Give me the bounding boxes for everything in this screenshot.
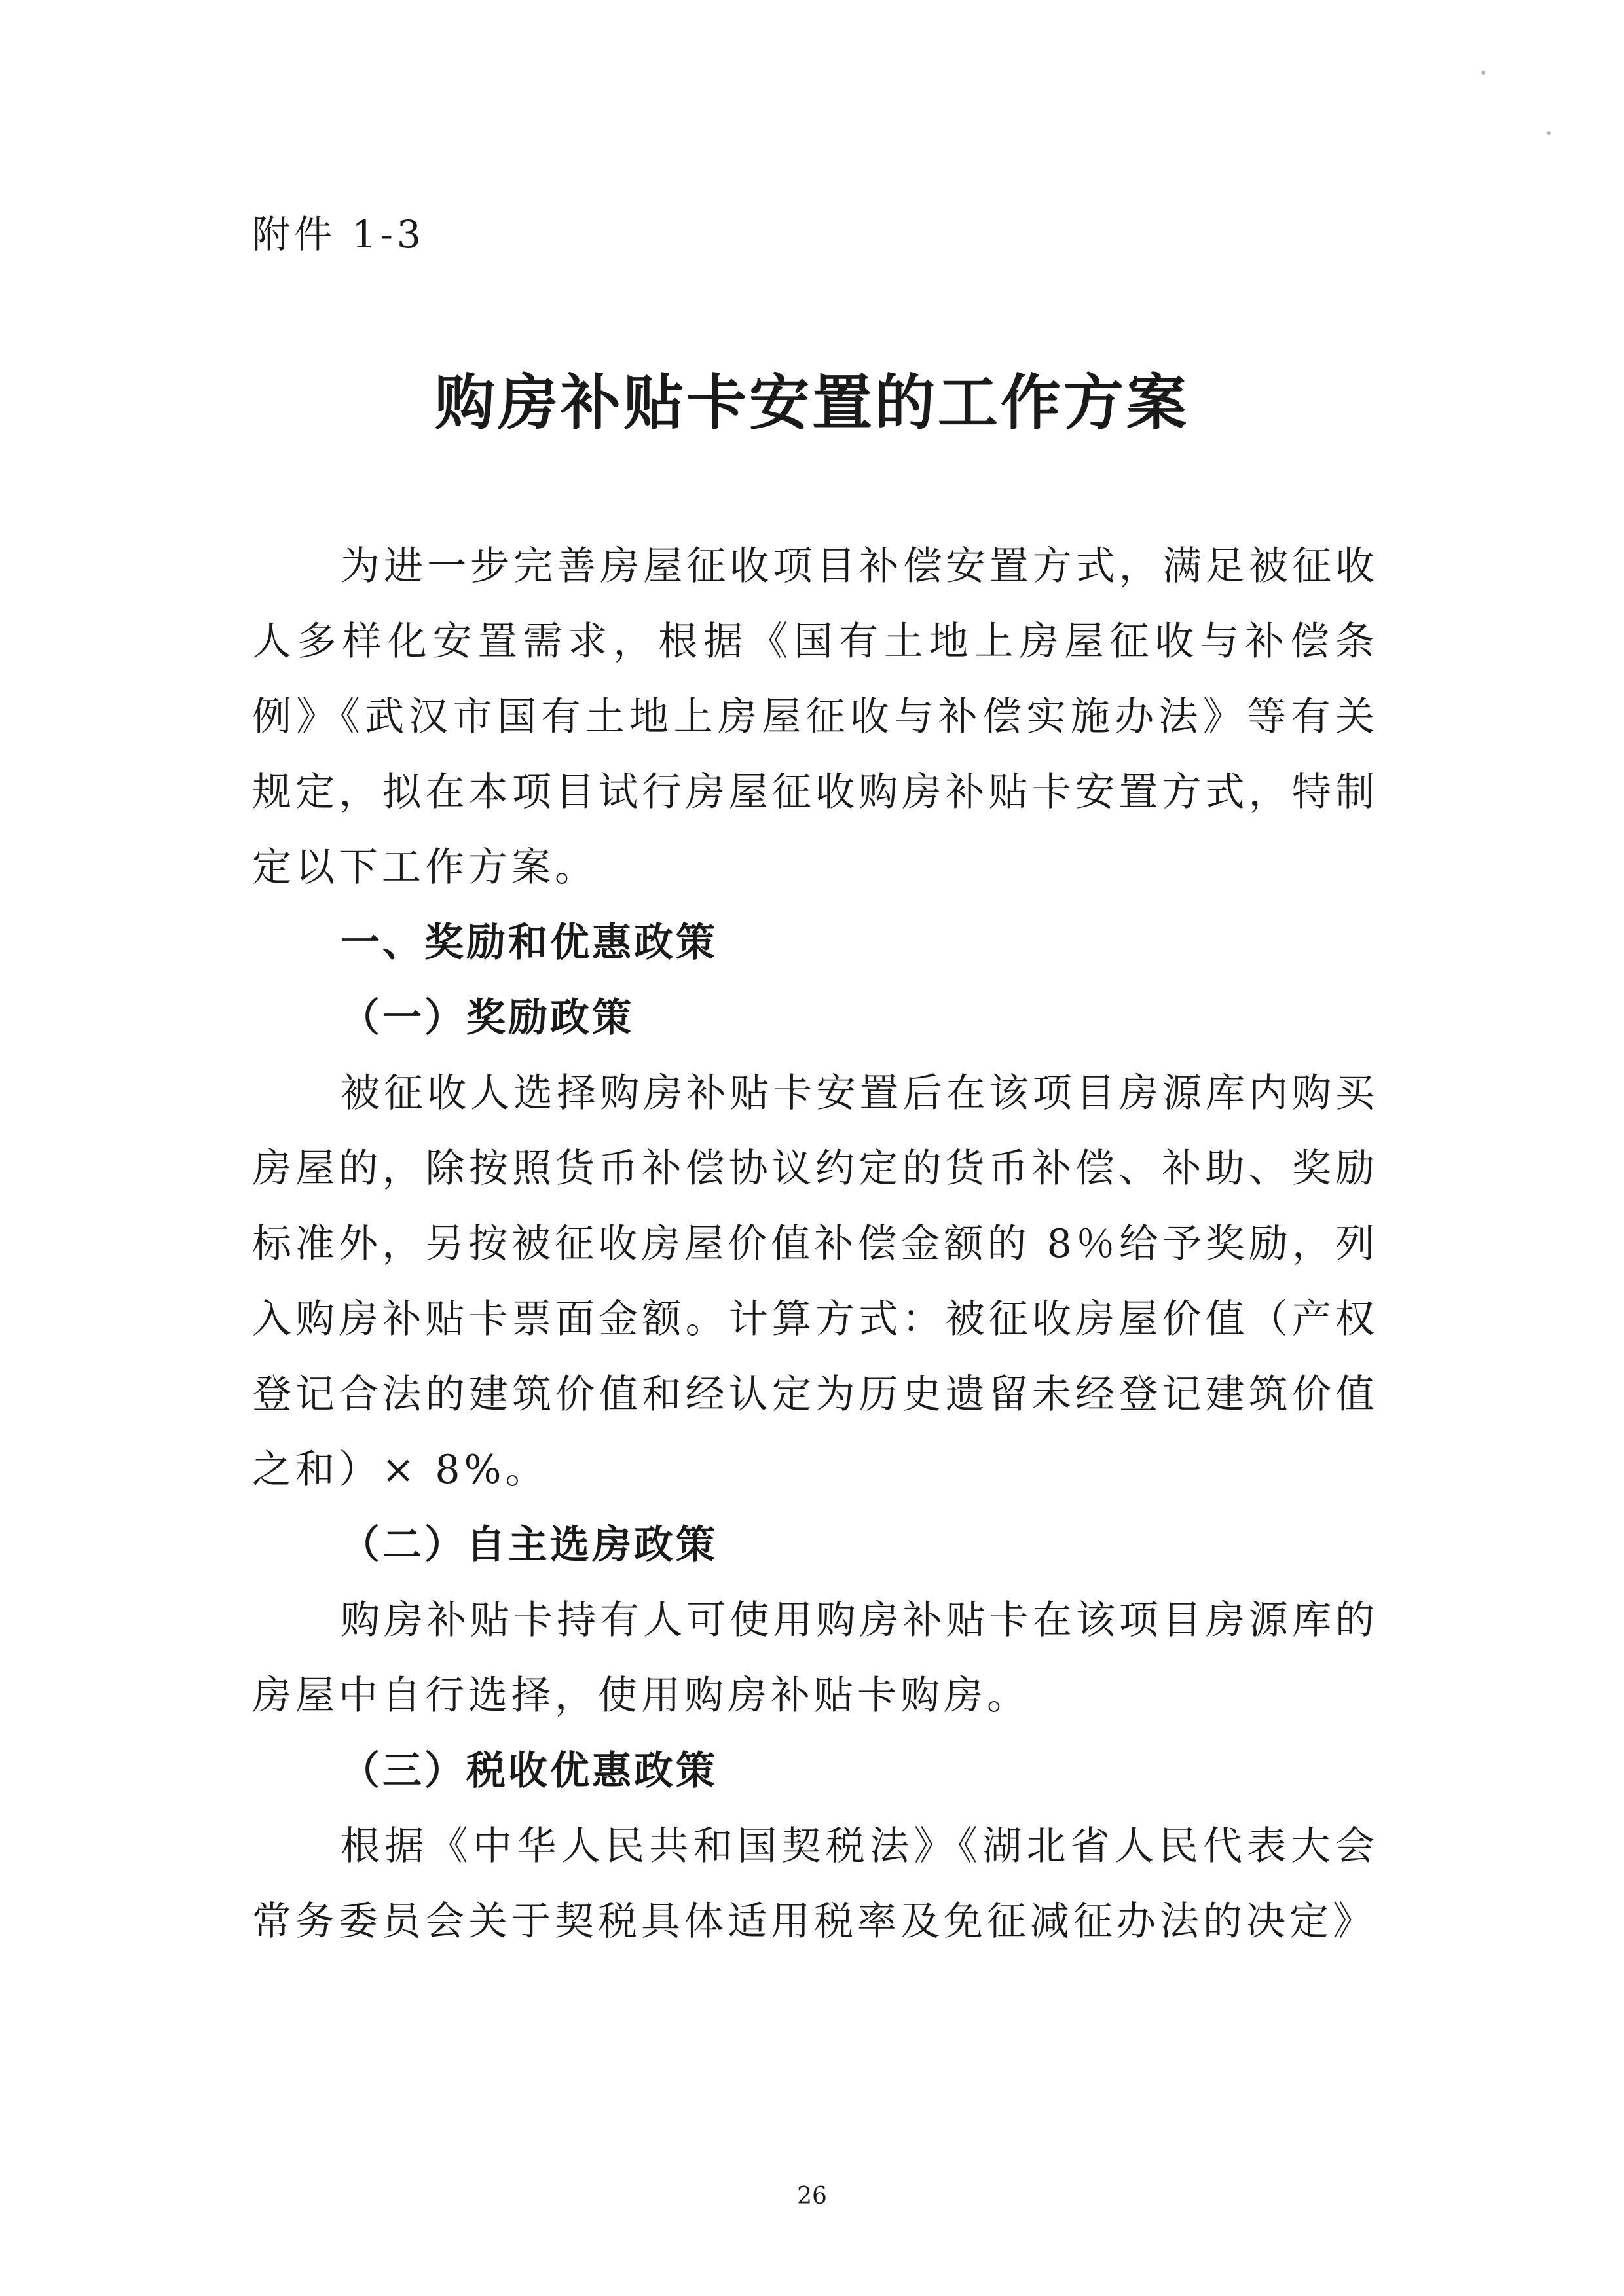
subsection-heading-self-selection: （二）自主选房政策	[341, 1522, 718, 1568]
document-body	[252, 529, 1378, 1959]
intro-paragraph: 为进一步完善房屋征收项目补偿安置方式，满足被征收人多样化安置需求，根据《国有土地上房屋征收与补偿条例》《武汉市国有土地上房屋征收与补偿实施办法》等有关规定，拟在本项目试行房屋征收购房补贴卡安置方式，特制定以下工作方案。	[252, 543, 1378, 890]
section-heading-policies: 一、奖励和优惠政策	[341, 920, 718, 966]
subsection-heading-tax: （三）税收优惠政策	[341, 1748, 718, 1794]
tax-paragraph: 根据《中华人民共和国契税法》《湖北省人民代表大会常务委员会关于契税具体适用税率及免征减征办法的决定》	[252, 1823, 1378, 1944]
scan-speck	[1481, 71, 1485, 75]
subsection-heading-reward: （一）奖励政策	[341, 995, 634, 1041]
reward-paragraph: 被征收人选择购房补贴卡安置后在该项目房源库内购买房屋的，除按照货币补偿协议约定的货币补偿、补助、奖励标准外，另按被征收房屋价值补偿金额的 8％给予奖励，列入购房补贴卡票面金额。计算方式：被征收房屋价值（产权登记合法的建筑价值和经认定为历史遗留未经登记建筑价值之和）× 8%。	[252, 1070, 1378, 1493]
page-number: 26	[797, 2183, 827, 2210]
attachment-label: 附件 1-3	[252, 212, 425, 257]
self-selection-paragraph: 购房补贴卡持有人可使用购房补贴卡在该项目房源库的房屋中自行选择，使用购房补贴卡购房。	[252, 1597, 1378, 1719]
document-title: 购房补贴卡安置的工作方案	[434, 367, 1189, 438]
scan-speck	[1547, 131, 1551, 135]
